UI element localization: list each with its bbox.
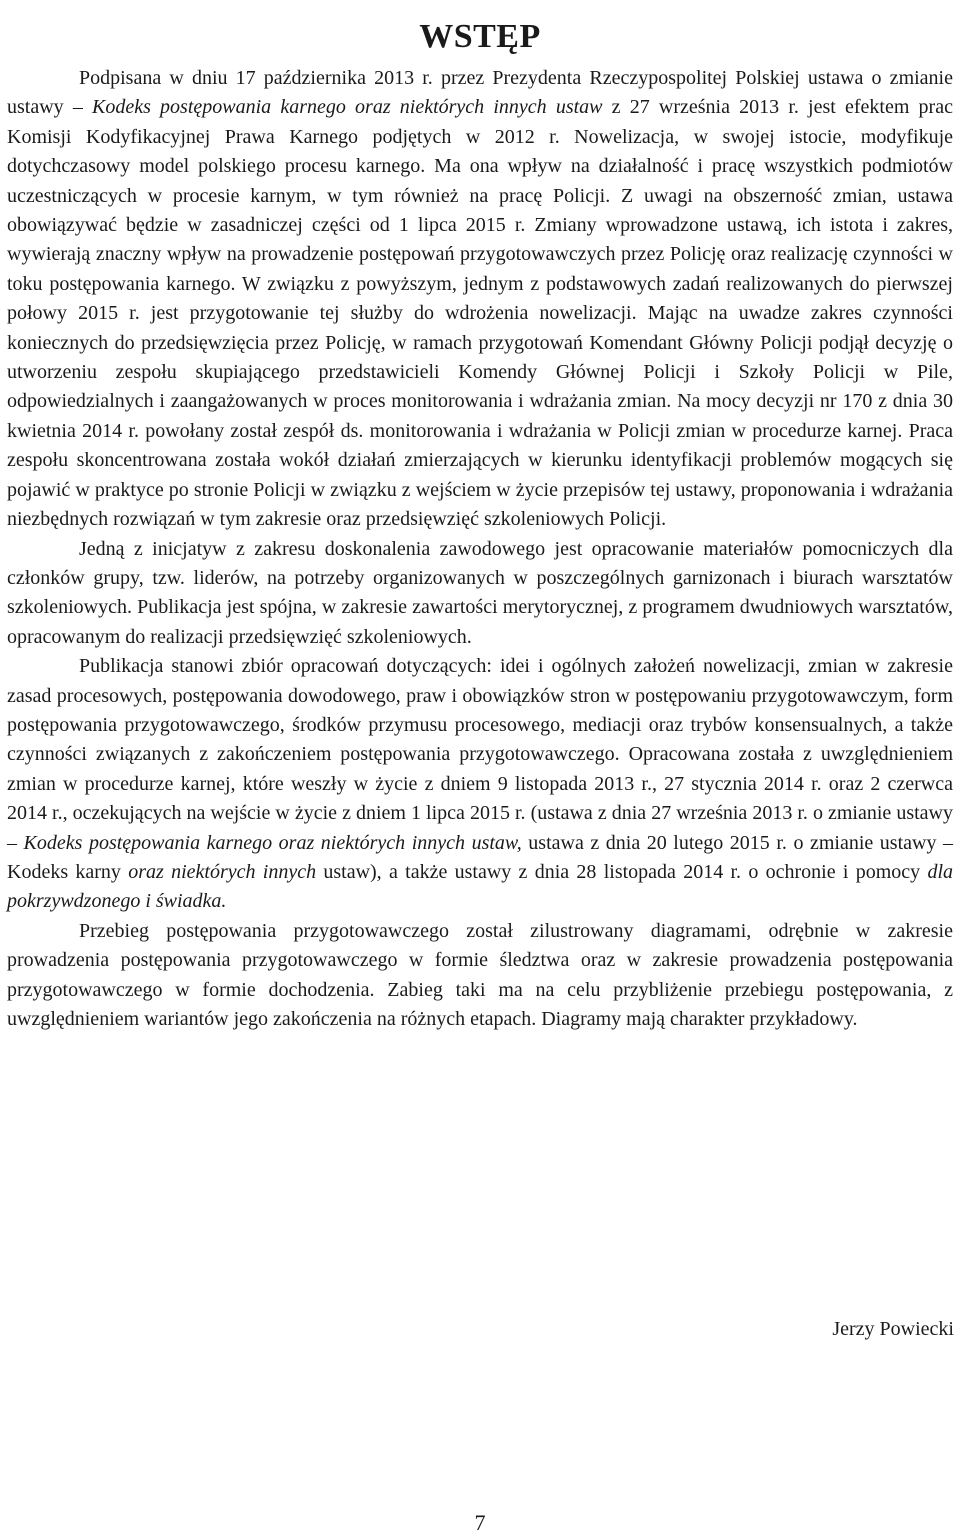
- italic-segment: oraz niektórych innych: [128, 860, 317, 883]
- text-segment: Jedną z inicjatyw z zakresu doskonalenia zawodowego jest opracowanie materiałów pomocniczych dla członków grupy, tzw. liderów, na potrzeby organizowanych w poszczególnych garnizonach i biurach warsztatów szkoleniowych. Publikacja jest spójna, w zakresie zawartości merytorycznej, z programem dwudniowych warsztatów, opracowanym do realizacji przedsięwzięć szkoleniowych.: [7, 537, 953, 648]
- page-number: 7: [474, 1510, 486, 1535]
- italic-segment: dla pokrzywdzonego i świadka.: [7, 860, 954, 913]
- page-title: WSTĘP: [419, 17, 541, 55]
- paragraph: [7, 652, 953, 917]
- paragraph: [7, 535, 953, 653]
- paragraph: [7, 917, 953, 1035]
- text-segment: Przebieg postępowania przygotowawczego został zilustrowany diagramami, odrębnie w zakresie prowadzenia postępowania przygotowawczego w formie śledztwa oraz w zakresie prowadzenia postępowania przygotowawczego w formie dochodzenia. Zabieg taki ma na celu przybliżenie przebiegu postępowania, z uwzględnieniem wariantów jego zakończenia na różnych etapach. Diagramy mają charakter przykładowy.: [7, 919, 953, 1030]
- text-segment: z 27 września 2013 r. jest efektem prac Komisji Kodyfikacyjnej Prawa Karnego podjętych w 2012 r. Nowelizacja, w swojej istocie, modyfikuje dotychczasowy model polskiego procesu karnego. Ma ona wpływ na działalność i pracę wszystkich podmiotów uczestniczących w procesie karnym, w tym również na pracę Policji. Z uwagi na obszerność zmian, ustawa obowiązywać będzie w zasadniczej części od 1 lipca 2015 r. Zmiany wprowadzone ustawą, ich istota i zakres, wywierają znaczny wpływ na prowadzenie postępowań przygotowawczych przez Policję oraz realizację czynności w toku postępowania karnego. W związku z powyższym, jednym z podstawowych zadań realizowanych do pierwszej połowy 2015 r. jest przygotowanie tej służby do wdrożenia nowelizacji. Mając na uwadze zakres czynności koniecznych do przedsięwzięcia przez Policję, w ramach przygotowań Komendant Główny Policji podjął decyzję o utworzeniu zespołu skupiającego przedstawicieli Komendy Głównej Policji i Szkoły Policji w Pile, odpowiedzialnych i zaangażowanych w proces monitorowania i wdrażania zmian. Na mocy decyzji nr 170 z dnia 30 kwietnia 2014 r. powołany został zespół ds. monitorowania i wdrażania w Policji zmian w procedurze karnej. Praca zespołu skoncentrowana została wokół działań zmierzających w kierunku identyfikacji problemów mogących się pojawić w praktyce po stronie Policji w związku z wejściem w życie przepisów tej ustawy, proponowania i wdrażania niezbędnych rozwiązań w tym zakresie oraz przedsięwzięć szkoleniowych Policji.: [7, 96, 953, 531]
- text-segment: ustaw), a także ustawy z dnia 28 listopada 2014 r. o ochronie i pomocy: [316, 860, 928, 883]
- italic-segment: Kodeks postępowania karnego oraz niektórych innych ustaw,: [23, 831, 522, 854]
- author-signature: Jerzy Powiecki: [832, 1318, 954, 1340]
- text-segment: ustawa z dnia 20 lutego 2015 r. o zmianie ustawy – Kodeks karny: [7, 831, 954, 883]
- paragraph: [7, 64, 953, 535]
- text-segment: Publikacja stanowi zbiór opracowań dotyczących: idei i ogólnych założeń nowelizacji, zmian w zakresie zasad procesowych, postępowania dowodowego, praw i obowiązków stron w postępowaniu przygotowawczym, form postępowania przygotowawczego, środków przymusu procesowego, mediacji oraz trybów konsensualnych, a także czynności związanych z zakończeniem postępowania przygotowawczego. Opracowana została z uwzględnieniem zmian w procedurze karnej, które weszły w życie z dniem 9 listopada 2013 r., 27 stycznia 2014 r. oraz 2 czerwca 2014 r., oczekujących na wejście w życie z dniem 1 lipca 2015 r. (ustawa z dnia 27 września 2013 r. o zmianie ustawy –: [7, 655, 953, 854]
- italic-segment: Kodeks postępowania karnego oraz niektórych innych ustaw: [92, 96, 603, 119]
- body-text: [7, 64, 953, 1034]
- text-segment: Podpisana w dniu 17 października 2013 r. przez Prezydenta Rzeczypospolitej Polskiej ustawa o zmianie ustawy –: [7, 67, 953, 119]
